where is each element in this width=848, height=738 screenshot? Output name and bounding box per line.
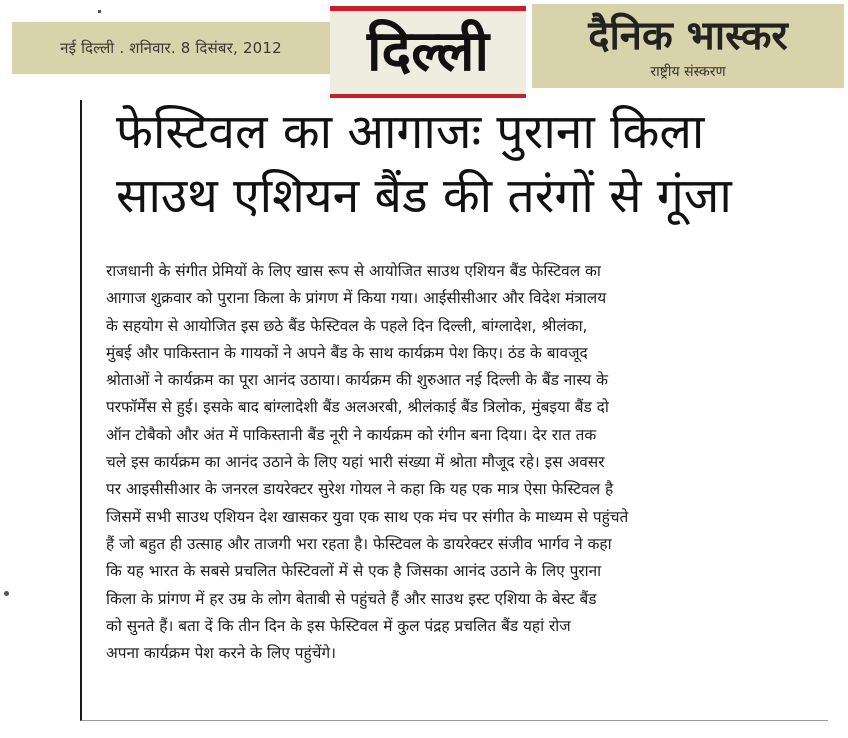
edition-label: राष्ट्रीय संस्करण: [650, 64, 726, 80]
body-line: अपना कार्यक्रम पेश करने के लिए पहुंचेंगे।: [106, 644, 336, 663]
accent-rule-bottom: [330, 94, 526, 98]
body-line: श्रोताओं ने कार्यक्रम का पूरा आनंद उठाया। कार्यक्रम की शुरुआत नई दिल्ली के बैंड नास्य के: [106, 371, 608, 390]
article-headline: [116, 100, 816, 228]
body-line: चले इस कार्यक्रम का आनंद उठाने के लिए यहां भारी संख्या में श्रोता मौजूद रहे। इस अवसर: [106, 453, 605, 472]
body-line: परफॉर्मेंस से हुई। इसके बाद बांग्लादेशी बैंड अलअरबी, श्रीलंकाई बैंड त्रिलोक, मुंबइया बैंड दो: [106, 398, 609, 417]
city-name: दिल्ली: [367, 19, 489, 84]
body-line: मुंबई और पाकिस्तान के गायकों ने अपने बैंड के साथ कार्यक्रम पेश किए। ठंड के बावजूद: [106, 343, 588, 362]
body-line: कि यह भारत के सबसे प्रचलित फेस्टिवलों में से एक है जिसका आनंद उठाने के लिए पुराना: [106, 562, 602, 581]
headline-line-1: फेस्टिवल का आगाजः पुराना किला: [116, 104, 705, 160]
body-line: को सुनते हैं। बता दें कि तीन दिन के इस फेस्टिवल में कुल पंद्रह प्रचलित बैंड यहां रोज: [106, 616, 571, 635]
print-mark: [98, 10, 101, 13]
newspaper-masthead: [532, 4, 844, 88]
body-line: किला के प्रांगण में हर उम्र के लोग बेताबी से पहुंचते हैं और साउथ इस्ट एशिया के बेस्ट बैंड: [106, 589, 597, 608]
body-line: आगाज शुक्रवार को पुराना किला के प्रांगण में किया गया। आईसीसीआर और विदेश मंत्रालय: [106, 289, 607, 308]
accent-rule-top: [330, 6, 526, 11]
article-body: [106, 258, 818, 667]
headline-line-2: साउथ एशियन बैंड की तरंगों से गूंजा: [116, 168, 732, 224]
body-line: के सहयोग से आयोजित इस छठे बैंड फेस्टिवल के पहले दिन दिल्ली, बांग्लादेश, श्रीलंका,: [106, 316, 588, 335]
city-section-header: [330, 6, 526, 98]
dateline-strip: [12, 22, 330, 74]
body-line: पर आइसीसीआर के जनरल डायरेक्टर सुरेश गोयल ने कहा कि यह एक मात्र ऐसा फेस्टिवल है: [106, 480, 614, 499]
news-article: [80, 100, 828, 721]
newspaper-logo: दैनिक भास्कर: [588, 13, 788, 59]
body-line: जिसमें सभी साउथ एशियन देश खासकर युवा एक साथ एक मंच पर संगीत के माध्यम से पहुंचते: [106, 507, 629, 526]
body-line: ऑन टोबैको और अंत में पाकिस्तानी बैंड नूरी ने कार्यक्रम को रंगीन बना दिया। देर रात तक: [106, 425, 597, 444]
dateline: नई दिल्ली . शनिवार. 8 दिसंबर, 2012: [60, 39, 282, 57]
margin-dot: [4, 591, 9, 596]
body-line: राजधानी के संगीत प्रेमियों के लिए खास रूप से आयोजित साउथ एशियन बैंड फेस्टिवल का: [106, 262, 601, 280]
body-line: हैं जो बहुत ही उत्साह और ताजगी भरा रहता है। फेस्टिवल के डायरेक्टर संजीव भार्गव ने कहा: [106, 534, 612, 553]
